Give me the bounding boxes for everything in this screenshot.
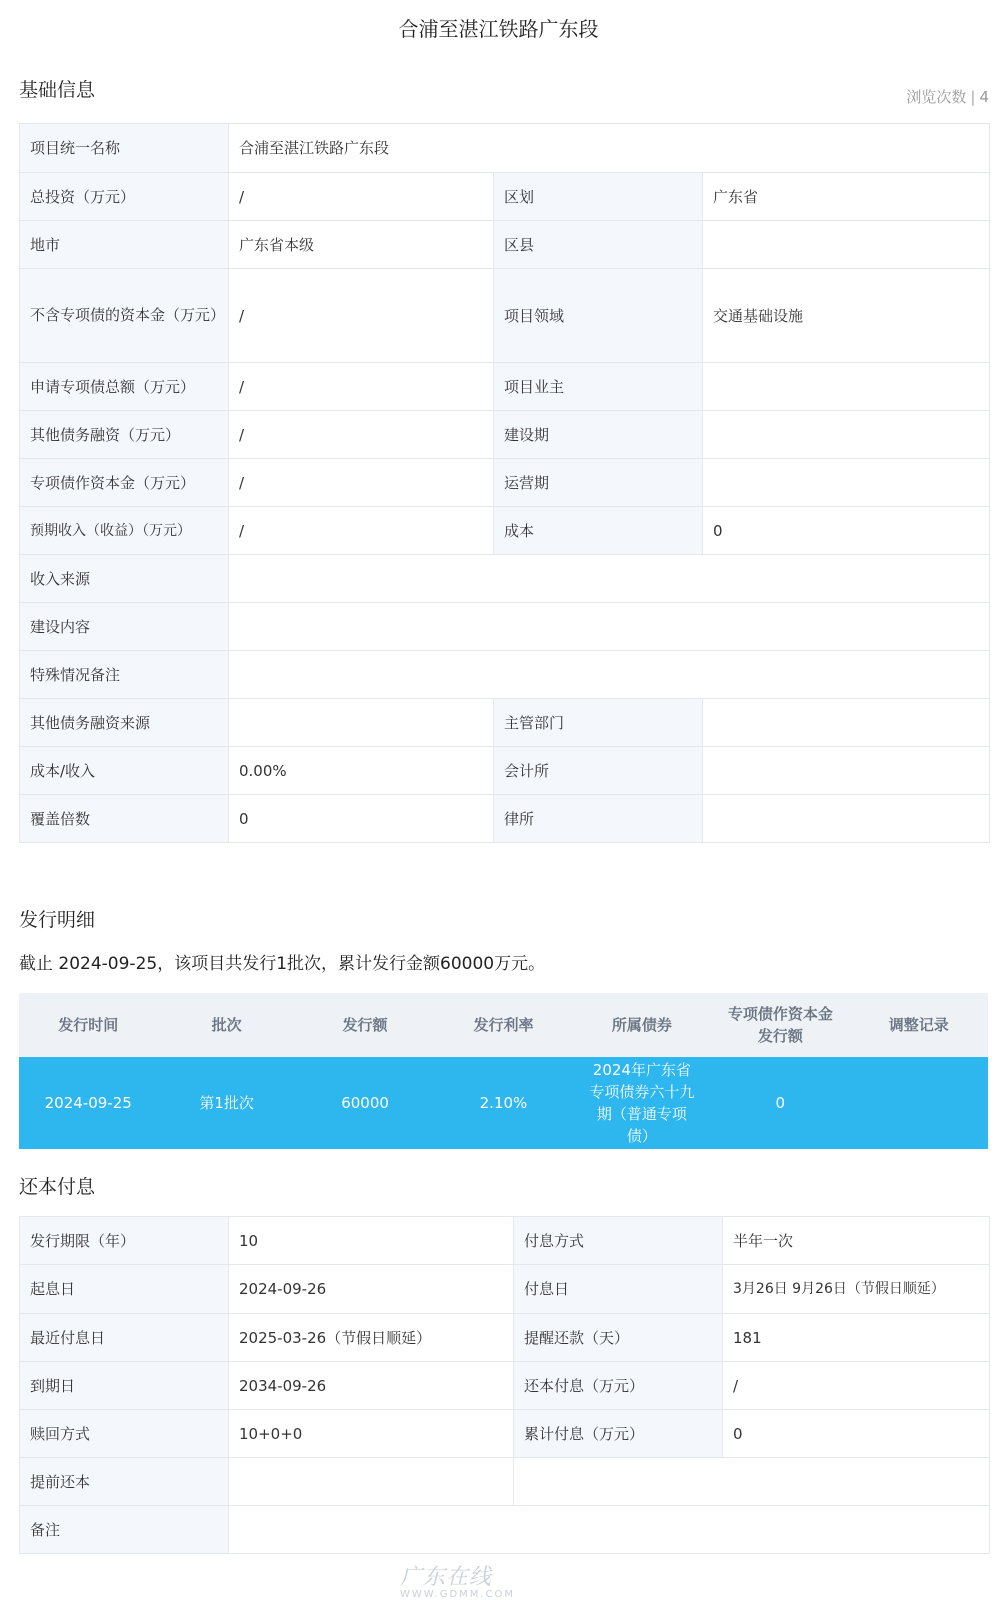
table-row [20,1506,990,1554]
field-label: 主管部门 [494,699,703,747]
field-value [229,1458,514,1506]
field-label: 起息日 [20,1265,229,1314]
field-label: 付息方式 [514,1217,723,1265]
field-label: 其他债务融资来源 [20,699,229,747]
table-row [20,1458,990,1506]
repay-heading: 还本付息 [19,1176,96,1198]
field-value [229,651,990,699]
field-value: 交通基础设施 [703,269,990,363]
field-label: 累计付息（万元） [514,1410,723,1458]
field-value: 0 [703,507,990,555]
field-label: 项目业主 [494,363,703,411]
table-row [20,1314,990,1362]
field-value [703,699,990,747]
issue-date: 2024-09-25 [44,1094,132,1112]
table-row [20,124,990,173]
column-header: 发行时间 [58,1016,119,1034]
field-value: / [229,363,494,411]
table-row [20,1362,990,1410]
view-count [906,86,989,108]
field-value [229,699,494,747]
field-value [229,1506,990,1554]
view-count-separator: | [970,88,976,106]
issue-batch: 第1批次 [199,1094,254,1112]
view-count-value: 4 [979,88,989,106]
field-value [229,603,990,651]
issuance-table [19,993,988,1149]
field-value [703,747,990,795]
field-label: 特殊情况备注 [20,651,229,699]
field-value: 181 [723,1314,990,1362]
repay-table [19,1216,990,1554]
field-label: 收入来源 [20,555,229,603]
field-label: 还本付息（万元） [514,1362,723,1410]
field-label: 律所 [494,795,703,843]
table-row [20,363,990,411]
site-watermark [400,1560,515,1600]
field-value: / [229,173,494,221]
issuance-heading: 发行明细 [19,909,96,931]
table-row [20,269,990,363]
column-header: 调整记录 [888,1016,949,1034]
field-value: 2024-09-26 [229,1265,514,1314]
field-label: 专项债作资本金（万元） [20,459,229,507]
field-value: 10 [229,1217,514,1265]
table-row [20,747,990,795]
issue-bond: 2024年广东省专项债券六十九期（普通专项债） [589,1061,695,1145]
field-value: / [229,269,494,363]
basic-info-heading: 基础信息 [19,79,96,101]
field-label: 区划 [494,173,703,221]
field-label: 预期收入（收益）（万元） [20,507,229,555]
table-row [20,603,990,651]
field-value [514,1458,990,1506]
basic-info-table [19,123,990,843]
table-row [20,1217,990,1265]
field-label: 最近付息日 [20,1314,229,1362]
field-value: 2025-03-26（节假日顺延） [229,1314,514,1362]
table-row[interactable] [19,1057,988,1149]
issue-amount: 60000 [341,1094,389,1112]
issuance-summary: 截止 2024-09-25，该项目共发行1批次，累计发行金额60000万元。 [19,954,546,974]
field-label: 地市 [20,221,229,269]
field-label: 项目统一名称 [20,124,229,173]
field-label: 建设期 [494,411,703,459]
field-label: 不含专项债的资本金（万元） [20,269,229,363]
field-label: 到期日 [20,1362,229,1410]
watermark-text: 广东在线 [400,1565,493,1590]
field-value: 合浦至湛江铁路广东段 [229,124,990,173]
field-value: 0 [229,795,494,843]
table-row [20,699,990,747]
column-header: 批次 [211,1016,242,1034]
watermark-url: WWW.GDMM.COM [400,1589,516,1600]
table-row [20,795,990,843]
table-row [20,555,990,603]
field-value [703,221,990,269]
column-header: 发行利率 [473,1016,534,1034]
field-label: 总投资（万元） [20,173,229,221]
field-value: 半年一次 [723,1217,990,1265]
table-row [20,173,990,221]
field-label: 项目领域 [494,269,703,363]
field-value: 0.00% [229,747,494,795]
table-row [20,1265,990,1314]
field-value: / [229,459,494,507]
field-value: 3月26日 9月26日（节假日顺延） [723,1265,990,1314]
table-row [20,651,990,699]
field-value [703,363,990,411]
field-value: / [229,507,494,555]
table-row [20,411,990,459]
issue-capital: 0 [775,1094,786,1112]
column-header: 所属债券 [611,1016,672,1034]
field-label: 其他债务融资（万元） [20,411,229,459]
field-label: 付息日 [514,1265,723,1314]
view-count-label: 浏览次数 [906,88,967,106]
field-label: 申请专项债总额（万元） [20,363,229,411]
issue-rate: 2.10% [479,1094,528,1112]
issue-adjust-record [850,1057,988,1149]
field-label: 发行期限（年） [20,1217,229,1265]
field-label: 覆盖倍数 [20,795,229,843]
field-value: 10+0+0 [229,1410,514,1458]
column-header: 发行额 [342,1016,388,1034]
field-value [703,459,990,507]
field-value: / [723,1362,990,1410]
table-row [20,507,990,555]
field-label: 建设内容 [20,603,229,651]
table-row [20,459,990,507]
field-value: 0 [723,1410,990,1458]
page-title: 合浦至湛江铁路广东段 [398,17,599,41]
field-label: 运营期 [494,459,703,507]
field-value: / [229,411,494,459]
field-value: 广东省 [703,173,990,221]
field-label: 提醒还款（天） [514,1314,723,1362]
field-value [703,411,990,459]
table-row [20,221,990,269]
field-value [229,555,990,603]
column-header: 专项债作资本金发行额 [727,1005,833,1045]
field-label: 备注 [20,1506,229,1554]
table-row [20,1410,990,1458]
field-value [703,795,990,843]
field-label: 提前还本 [20,1458,229,1506]
field-value: 2034-09-26 [229,1362,514,1410]
field-label: 成本/收入 [20,747,229,795]
field-label: 成本 [494,507,703,555]
field-label: 会计所 [494,747,703,795]
issuance-table-header [19,993,988,1057]
field-label: 赎回方式 [20,1410,229,1458]
field-label: 区县 [494,221,703,269]
field-value: 广东省本级 [229,221,494,269]
